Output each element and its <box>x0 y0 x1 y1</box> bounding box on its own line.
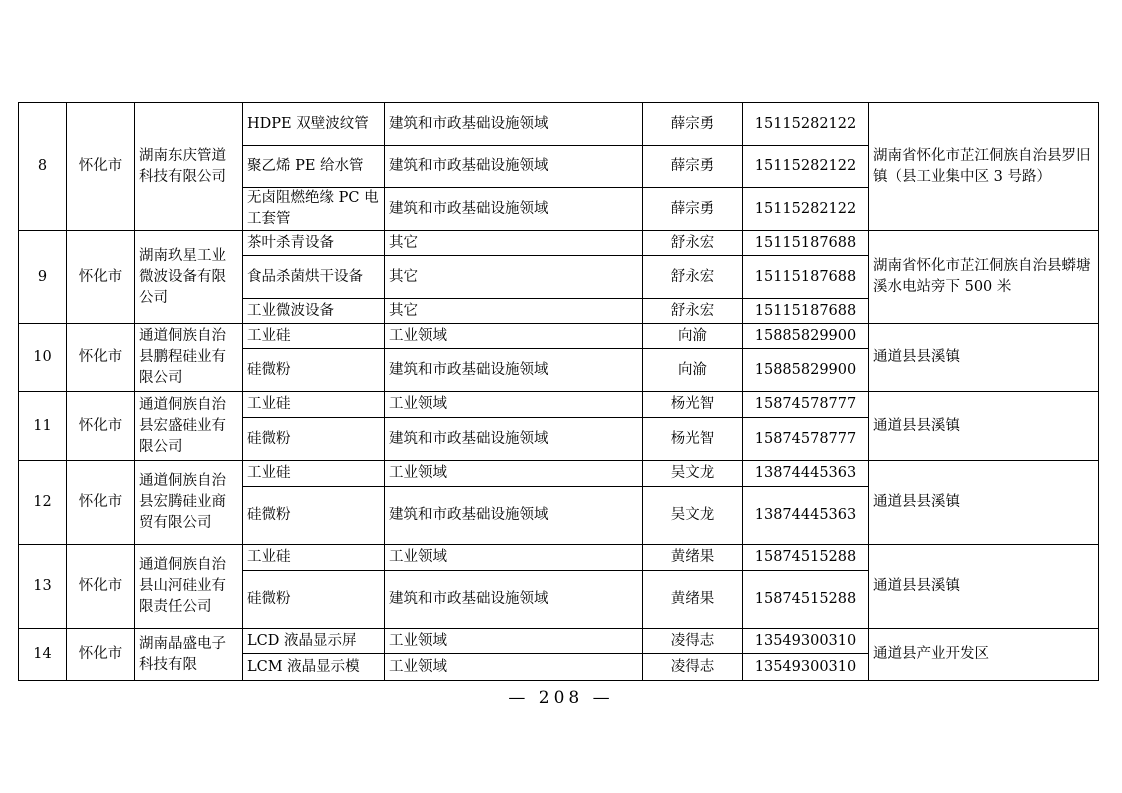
row-number: 12 <box>19 461 67 545</box>
application-field: 工业领域 <box>385 461 643 487</box>
product-name: 工业硅 <box>243 392 385 418</box>
application-field: 其它 <box>385 256 643 299</box>
product-name: 聚乙烯 PE 给水管 <box>243 146 385 188</box>
table-row <box>19 461 1099 487</box>
company-name: 湖南东庆管道科技有限公司 <box>135 103 243 231</box>
product-name: 茶叶杀青设备 <box>243 231 385 256</box>
contact-person: 舒永宏 <box>643 256 743 299</box>
city-cell: 怀化市 <box>67 392 135 461</box>
contact-person: 凌得志 <box>643 654 743 681</box>
contact-person: 吴文龙 <box>643 487 743 545</box>
phone-number: 15874515288 <box>743 571 869 629</box>
product-name: 无卤阻燃绝缘 PC 电工套管 <box>243 188 385 231</box>
phone-number: 15874515288 <box>743 545 869 571</box>
phone-number: 15885829900 <box>743 324 869 349</box>
application-field: 工业领域 <box>385 545 643 571</box>
application-field: 建筑和市政基础设施领域 <box>385 418 643 461</box>
row-number: 9 <box>19 231 67 324</box>
product-name: 硅微粉 <box>243 571 385 629</box>
phone-number: 15115282122 <box>743 146 869 188</box>
application-field: 工业领域 <box>385 392 643 418</box>
company-name: 通道侗族自治县山河硅业有限责任公司 <box>135 545 243 629</box>
contact-person: 向渝 <box>643 324 743 349</box>
address-cell: 通道县产业开发区 <box>869 629 1099 681</box>
table-row <box>19 392 1099 418</box>
application-field: 建筑和市政基础设施领域 <box>385 487 643 545</box>
phone-number: 15115187688 <box>743 256 869 299</box>
table-row <box>19 324 1099 349</box>
row-number: 10 <box>19 324 67 392</box>
contact-person: 杨光智 <box>643 392 743 418</box>
table-row <box>19 545 1099 571</box>
phone-number: 15115187688 <box>743 231 869 256</box>
company-name: 通道侗族自治县鹏程硅业有限公司 <box>135 324 243 392</box>
enterprise-table <box>18 102 1099 681</box>
table-body <box>19 103 1099 681</box>
phone-number: 13549300310 <box>743 654 869 681</box>
contact-person: 凌得志 <box>643 629 743 654</box>
contact-person: 向渝 <box>643 349 743 392</box>
address-cell: 通道县县溪镇 <box>869 461 1099 545</box>
phone-number: 15874578777 <box>743 418 869 461</box>
application-field: 工业领域 <box>385 324 643 349</box>
address-cell: 通道县县溪镇 <box>869 324 1099 392</box>
city-cell: 怀化市 <box>67 629 135 681</box>
contact-person: 薛宗勇 <box>643 103 743 146</box>
contact-person: 舒永宏 <box>643 299 743 324</box>
row-number: 13 <box>19 545 67 629</box>
table-row <box>19 629 1099 654</box>
contact-person: 吴文龙 <box>643 461 743 487</box>
application-field: 建筑和市政基础设施领域 <box>385 188 643 231</box>
row-number: 11 <box>19 392 67 461</box>
product-name: 工业硅 <box>243 461 385 487</box>
phone-number: 13549300310 <box>743 629 869 654</box>
phone-number: 15885829900 <box>743 349 869 392</box>
product-name: LCD 液晶显示屏 <box>243 629 385 654</box>
phone-number: 13874445363 <box>743 461 869 487</box>
company-name: 通道侗族自治县宏盛硅业有限公司 <box>135 392 243 461</box>
application-field: 建筑和市政基础设施领域 <box>385 571 643 629</box>
application-field: 工业领域 <box>385 654 643 681</box>
application-field: 建筑和市政基础设施领域 <box>385 146 643 188</box>
address-cell: 湖南省怀化市芷江侗族自治县蟒塘溪水电站旁下 500 米 <box>869 231 1099 324</box>
row-number: 8 <box>19 103 67 231</box>
phone-number: 15874578777 <box>743 392 869 418</box>
contact-person: 舒永宏 <box>643 231 743 256</box>
phone-number: 15115187688 <box>743 299 869 324</box>
contact-person: 薛宗勇 <box>643 146 743 188</box>
phone-number: 15115282122 <box>743 188 869 231</box>
address-cell: 湖南省怀化市芷江侗族自治县罗旧镇（县工业集中区 3 号路） <box>869 103 1099 231</box>
product-name: 硅微粉 <box>243 418 385 461</box>
contact-person: 杨光智 <box>643 418 743 461</box>
application-field: 建筑和市政基础设施领域 <box>385 103 643 146</box>
company-name: 通道侗族自治县宏腾硅业商贸有限公司 <box>135 461 243 545</box>
product-name: LCM 液晶显示模 <box>243 654 385 681</box>
product-name: 工业硅 <box>243 324 385 349</box>
city-cell: 怀化市 <box>67 461 135 545</box>
table-row <box>19 231 1099 256</box>
product-name: HDPE 双壁波纹管 <box>243 103 385 146</box>
company-name: 湖南玖星工业微波设备有限公司 <box>135 231 243 324</box>
contact-person: 黄绪果 <box>643 545 743 571</box>
phone-number: 13874445363 <box>743 487 869 545</box>
application-field: 其它 <box>385 231 643 256</box>
table-row <box>19 103 1099 146</box>
row-number: 14 <box>19 629 67 681</box>
city-cell: 怀化市 <box>67 545 135 629</box>
application-field: 工业领域 <box>385 629 643 654</box>
application-field: 其它 <box>385 299 643 324</box>
application-field: 建筑和市政基础设施领域 <box>385 349 643 392</box>
product-name: 工业硅 <box>243 545 385 571</box>
phone-number: 15115282122 <box>743 103 869 146</box>
address-cell: 通道县县溪镇 <box>869 545 1099 629</box>
product-name: 硅微粉 <box>243 487 385 545</box>
product-name: 食品杀菌烘干设备 <box>243 256 385 299</box>
contact-person: 黄绪果 <box>643 571 743 629</box>
company-name: 湖南晶盛电子科技有限 <box>135 629 243 681</box>
city-cell: 怀化市 <box>67 103 135 231</box>
product-name: 硅微粉 <box>243 349 385 392</box>
city-cell: 怀化市 <box>67 231 135 324</box>
city-cell: 怀化市 <box>67 324 135 392</box>
product-name: 工业微波设备 <box>243 299 385 324</box>
page-number: — 208 — <box>508 688 614 708</box>
address-cell: 通道县县溪镇 <box>869 392 1099 461</box>
contact-person: 薛宗勇 <box>643 188 743 231</box>
